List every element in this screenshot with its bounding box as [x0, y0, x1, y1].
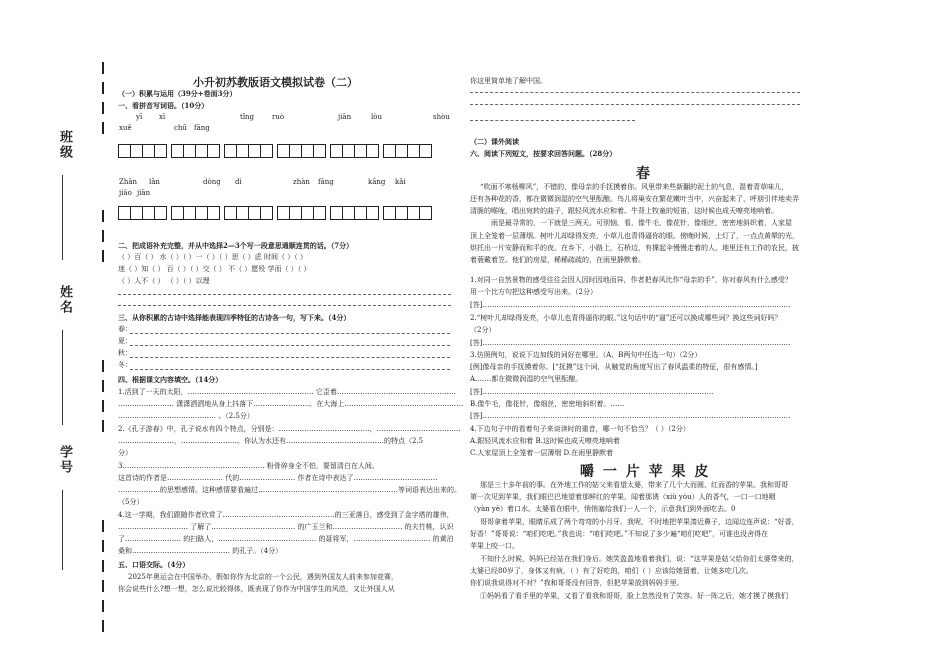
answer-line[interactable] — [130, 345, 450, 346]
part2-heading: （二）课外阅读 — [470, 137, 519, 146]
answer-line[interactable] — [470, 92, 800, 93]
fill-line[interactable]: 3.…………………………………………………… 粉骨碎身全不怕，要留清白在人间。 — [118, 462, 379, 470]
word-box[interactable] — [277, 144, 325, 158]
option-text: B.像牛毛，像花针，像细丝，密密地斜织着。…… — [470, 400, 625, 408]
passage-text: 那是三十多年前的事。在外地工作的姑父来看望太婆，带来了几个大而圆、红而香的苹果。我和哥哥 — [480, 481, 788, 489]
q2-title: 二、把成语补充完整，并从中选择2—3个写一段意思通顺连贯的话。（7分） — [118, 241, 354, 250]
part1-heading: （一）积累与运用（39分+卷面3分） — [118, 89, 237, 98]
answer-line[interactable] — [130, 357, 450, 358]
cut-line — [102, 580, 104, 592]
q6-title: 六、阅读下列短文，按要求回答问题。（28分） — [470, 149, 617, 158]
idiom-line[interactable]: 迷（ ）知（ ） 百（ ）（ ）交（ ） 不（ ）愿殁 学而（ ）（ ） — [118, 265, 311, 273]
passage-text: 你们说我说得对不对？”我和哥哥没有回答，但把苹果放到妈妈手里。 — [470, 579, 684, 587]
word-box[interactable] — [118, 206, 166, 220]
q1-title: 一、看拼音写词语。（10分） — [118, 101, 209, 110]
q4-title: 四、根据课文内容填空。（14分） — [118, 375, 223, 384]
fill-line[interactable]: 2.《孔子游春》中，孔子说水有四个特点，分别是：…………………………………，……………………………… — [118, 425, 461, 433]
passage-text: 还有各种花的香，都在微微润湿的空气里酝酿。鸟儿将巢安在繁花嫩叶当中，兴奋起来了，呼朋引伴地卖弄 — [470, 195, 799, 203]
question-text: （2分） — [470, 326, 496, 334]
pinyin: zhàn — [293, 178, 310, 186]
pinyin: lǎn — [149, 178, 160, 186]
answer-line[interactable] — [470, 104, 800, 105]
passage-text: “吹面不寒杨柳风”，不错的，像母亲的手抚摸着你。风里带来些新翻的泥土的气息，混着青草味儿， — [480, 183, 789, 191]
answer-line[interactable]: [答]……………………………………………………………………………………… — [470, 388, 714, 396]
cut-line — [102, 420, 104, 432]
passage2-title: 嚼 一 片 苹 果 皮 — [580, 464, 711, 480]
pinyin: xuě — [119, 124, 132, 132]
question-text: 3.仿照例句，说说下边加线的词好在哪里。（A、B两句中任选一句）（2分） — [470, 351, 702, 359]
answer-line[interactable]: [答]…………………………………………………………………………………………………………………… — [470, 301, 791, 309]
q5-text: 你会说些什么?想一想，怎么说比较得体，既表现了你作为中国学生的风范，又让外国人从 — [118, 585, 395, 593]
question-text: 2.“树叶儿却绿得发亮，小草儿也青得逼你的眼。”这句话中的“逼”还可以换成哪些词？换这些词好吗？ — [470, 314, 782, 322]
q3-title: 三、从你积累的古诗中选择能表现四季特征的古诗各一句，写下来。（4分） — [118, 313, 351, 322]
student-id-label: 学号 — [57, 445, 72, 475]
cut-line — [102, 560, 104, 572]
word-box[interactable] — [383, 206, 431, 220]
season-label: 夏： — [118, 337, 132, 345]
word-box[interactable] — [171, 206, 219, 220]
word-box[interactable] — [171, 144, 219, 158]
pinyin: tǐng — [240, 113, 255, 121]
cut-line — [102, 250, 104, 262]
fill-line[interactable]: 桑和…………………………………… 的孔子。（4分） — [118, 547, 283, 555]
pinyin: jiāo — [119, 189, 132, 197]
q5-text: 2025年奥运会在中国举办，假如你作为北京的一个公民，遇到外国友人前来参加竞赛， — [128, 573, 398, 581]
cut-line — [102, 82, 104, 94]
season-label: 秋： — [118, 349, 132, 357]
page-title: 小升初苏教版语文模拟试卷（二） — [193, 76, 358, 89]
answer-line[interactable] — [130, 369, 450, 370]
passage-text: 雨是最寻常的，一下就是三两天。可别恼，看，像牛毛，像花针，像细丝，密密地斜织着，人家屋 — [491, 219, 792, 227]
cut-line — [102, 210, 104, 222]
word-box[interactable] — [224, 206, 272, 220]
answer-line[interactable] — [118, 305, 451, 306]
passage-text: 第一次见到苹果，我们眼巴巴地望着那鲜红的苹果，闻着那诱（xiù yòu）人的香气，一口一口地咽 — [470, 493, 776, 501]
fill-line[interactable]: ………………的思想感情。这种感情要看遍过……………………………………………………等词语表达出来的。 — [118, 486, 461, 494]
fill-line[interactable]: ………………………… 了解了……………………………… 的广玉兰和………………………… 的夫竹桃，认识 — [118, 523, 454, 531]
student-id-underline — [62, 490, 63, 570]
answer-line[interactable]: [答]…………………………………………………………………………………………………………………… — [470, 412, 791, 420]
pinyin: chū — [174, 124, 187, 132]
choice-options[interactable]: C.人家屋顶上全笼着一层薄烟 D.在雨里静默着 — [470, 449, 614, 457]
passage-text: （yàn yè）着口水。太婆看在眼中，悄悄塞给我们一人一个，示意我们到外面吃去。0 — [470, 505, 736, 513]
pinyin: kāng — [368, 178, 386, 186]
word-box[interactable] — [277, 206, 325, 220]
pinyin: lòu — [371, 113, 382, 121]
season-label: 春： — [118, 325, 132, 333]
passage-text: 苹果上咬一口。 — [470, 542, 519, 550]
class-underline — [62, 175, 63, 260]
word-box[interactable] — [118, 144, 166, 158]
question-text: 1.对同一自然景物的感受往往会因人因时因地而异，作者把春风比作“母亲的手”，你对春风有什么感受？ — [470, 276, 792, 284]
cut-line — [102, 620, 104, 632]
writing-grid — [118, 206, 431, 220]
pinyin: yī — [136, 113, 143, 121]
example-text: [例]像母亲的手抚摸着你。[“抚摸”这个词，从触觉的角度写出了春风温柔的特征，很有感情。] — [470, 363, 758, 371]
name-label: 姓名 — [57, 285, 72, 315]
passage-text: 不知什么时候，妈妈已经站在我们身后。她笑盈盈地看着我们，说：“这苹果是姑父给你们太婆带来的， — [480, 555, 799, 563]
passage-text: 哥哥拿着苹果，眼睛乐成了两个弯弯的小月牙。我呢，不时地把苹果凑近鼻子，边闻边连声说：“好香， — [480, 518, 799, 526]
passage-text[interactable]: 太婆已经80岁了，身体又有病，（ ）有了好吃的，咱们（ ）应该给她留着，让她多吃几次。 — [470, 567, 753, 575]
cut-line — [102, 600, 104, 612]
fill-line[interactable]: 4.这一学期，我们跟随作者欣赏了…………………………………………的三亚落日，感受到了金字塔的雄伟， — [118, 511, 454, 519]
class-label: 班级 — [57, 130, 72, 160]
passage1-title: 春 — [636, 166, 652, 182]
pinyin: jiān — [338, 113, 352, 121]
option-text: A.……都在微微润湿的空气里酝酿。 — [470, 375, 583, 383]
pinyin: xī — [159, 113, 166, 121]
pinyin: shòu — [433, 113, 450, 121]
word-box[interactable] — [383, 144, 431, 158]
passage-text: 顶上全笼着一层薄烟。树叶儿却绿得发亮，小草儿也青得逼你的眼。傍晚时候，上灯了，一点点黄晕的光， — [470, 232, 799, 240]
passage-text: 烘托出一片安静而和平的夜。在乡下，小路上，石桥边，有撑起伞慢慢走着的人，地里还有工作的农民，披 — [470, 244, 799, 252]
cut-line — [102, 122, 104, 134]
fill-line[interactable]: 了…………………… 的扫路人，…………………………………… 的聂将军，…………………………… 的黄泊 — [118, 535, 454, 543]
fill-line[interactable]: …………………………………… 。（2.5分） — [118, 412, 254, 420]
fill-line[interactable]: （5分） — [118, 498, 144, 506]
name-underline — [62, 330, 63, 425]
q5-title: 五、口语交际。（4分） — [118, 560, 190, 569]
word-box[interactable] — [224, 144, 272, 158]
q5-continued: 你这里简单地了解中国。 — [470, 77, 547, 85]
pinyin: jiān — [137, 189, 151, 197]
idiom-line[interactable]: （ ）人不（ ） （ ）（ ）以理 — [118, 277, 210, 285]
cut-line — [102, 520, 104, 532]
passage-text: ①妈妈看了看手里的苹果，又看了看我和哥哥，脸上忽然没有了笑容。好一阵之后，她才摸了摸我们 — [480, 592, 788, 600]
pinyin: Zhān — [119, 178, 138, 186]
fill-line[interactable]: 1.活到了一天的太阳，……………………………………………… 它歪着…………………………………………… — [118, 388, 456, 396]
fill-line[interactable]: …………………… 潇潇洒洒地从身上抖落下……………………。在大海上…………………………………………… — [118, 400, 464, 408]
passage-text: 清脆的喉咙，唱出宛转的曲子，跟轻风流水应和着。牛背上牧童的短笛，这时候也成天嘹亮地响着。 — [470, 207, 778, 215]
cut-line — [102, 380, 104, 392]
pinyin: fāng — [194, 124, 210, 132]
word-box[interactable] — [330, 206, 378, 220]
cut-line — [102, 360, 104, 372]
choice-options[interactable]: A.跟轻风流水应和着 B.这时候也成天嘹亮地响着 — [470, 437, 620, 445]
answer-line[interactable] — [118, 294, 451, 295]
cut-line — [102, 540, 104, 552]
passage-text: 着蓑戴着笠。他们的房屋，稀稀疏疏的，在雨里静默着。 — [470, 256, 645, 264]
question-text: 4.下边句子中的看着句子来谈读时的重音，哪一句不恰当？（ ）（2分） — [470, 425, 690, 433]
answer-line[interactable] — [130, 333, 450, 334]
pinyin: kǎi — [395, 178, 406, 186]
writing-grid — [118, 144, 431, 158]
pinyin: ruò — [272, 113, 285, 121]
pinyin: fāng — [318, 178, 334, 186]
idiom-line[interactable]: （ ）百（ ） 水（ ）（ ）一（ ）（ ）思（ ）虑 时间（ ）（ ） — [118, 253, 307, 261]
cut-line — [102, 400, 104, 412]
fill-line[interactable]: 分） — [118, 449, 132, 457]
cut-line — [102, 102, 104, 114]
fill-line[interactable]: 这首诗的作者是…………………… 代的…………………… 作者在诗中表达了……………………………… — [118, 474, 438, 482]
pinyin: dòng — [203, 178, 221, 186]
cut-line — [102, 230, 104, 242]
fill-line[interactable]: ……………………，……………………。你认为水还有……………………………………的特点（2.5 — [118, 437, 424, 445]
season-label: 冬： — [118, 361, 132, 369]
word-box[interactable] — [330, 144, 378, 158]
passage-text: 好香！”哥哥说：“咱们吃吧。”我也说：“咱们吃吧。”不知说了多少遍“咱们吃吧”，可谁也没舍得在 — [470, 530, 769, 538]
pinyin: dì — [235, 178, 242, 186]
question-text: 用一个比方句把这种感受写出来。（2分） — [470, 288, 597, 296]
cut-line — [102, 62, 104, 74]
answer-line[interactable]: [答]…………………………………………………………………………………………………………………… — [470, 339, 791, 347]
answer-line[interactable] — [470, 120, 635, 121]
